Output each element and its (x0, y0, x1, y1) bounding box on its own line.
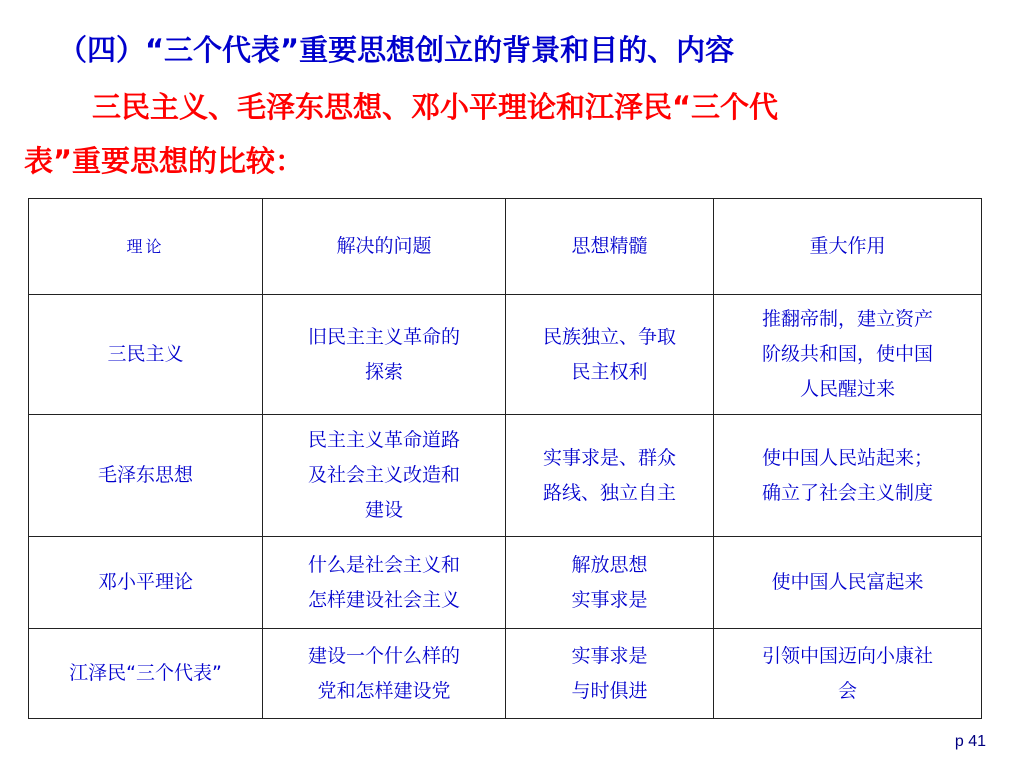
header-essence: 思想精髓 (506, 199, 714, 295)
essence-line: 实事求是 (571, 644, 648, 667)
essence-cell (506, 629, 714, 719)
essence-line: 实事求是、群众 (542, 446, 676, 469)
problem-line: 什么是社会主义和 (307, 553, 460, 576)
role-line: 推翻帝制，建立资产 (761, 308, 933, 330)
essence-line: 民主权利 (571, 360, 648, 383)
problem-line: 建设 (364, 499, 403, 521)
header-theory: 理论 (29, 199, 263, 295)
essence-cell (506, 295, 714, 415)
essence-line: 解放思想 (571, 553, 648, 576)
role-line: 使中国人民站起来； (761, 446, 933, 469)
intro-text (24, 80, 964, 188)
page-number: p 41 (954, 733, 986, 750)
header-role: 重大作用 (714, 199, 982, 295)
comparison-table (28, 198, 982, 719)
problem-line: 建设一个什么样的 (307, 644, 460, 667)
problem-cell (263, 415, 506, 537)
problem-line: 探索 (364, 360, 403, 383)
problem-line: 及社会主义改造和 (307, 464, 460, 486)
problem-cell (263, 629, 506, 719)
role-line: 使中国人民富起来 (771, 571, 924, 593)
role-line: 确立了社会主义制度 (761, 481, 933, 504)
role-line: 会 (837, 679, 857, 702)
slide-heading: （四）“三个代表”重要思想创立的背景和目的、内容 (58, 33, 735, 67)
intro-line-2: 表”重要思想的比较： (24, 144, 305, 178)
essence-line: 民族独立、争取 (542, 325, 676, 348)
theory-cell: 邓小平理论 (29, 537, 263, 629)
role-line: 引领中国迈向小康社 (761, 644, 933, 667)
problem-line: 旧民主主义革命的 (307, 325, 460, 348)
problem-cell (263, 295, 506, 415)
role-line: 阶级共和国，使中国 (761, 343, 933, 365)
essence-line: 路线、独立自主 (542, 481, 676, 504)
problem-line: 怎样建设社会主义 (307, 588, 460, 611)
essence-cell (506, 537, 714, 629)
role-cell (714, 629, 982, 719)
table-row (29, 629, 982, 719)
intro-line-1: 三民主义、毛泽东思想、邓小平理论和江泽民“三个代 (92, 90, 779, 124)
essence-cell (506, 415, 714, 537)
essence-line: 与时俱进 (571, 679, 648, 702)
role-cell (714, 295, 982, 415)
theory-cell: 江泽民“三个代表” (29, 629, 263, 719)
problem-line: 民主主义革命道路 (307, 429, 460, 451)
table-row (29, 415, 982, 537)
role-cell (714, 537, 982, 629)
role-cell (714, 415, 982, 537)
theory-cell: 毛泽东思想 (29, 415, 263, 537)
table-header-row (29, 199, 982, 295)
problem-cell (263, 537, 506, 629)
problem-line: 党和怎样建设党 (317, 679, 451, 702)
table-row (29, 537, 982, 629)
essence-line: 实事求是 (571, 588, 648, 611)
role-line: 人民醒过来 (799, 378, 895, 400)
header-problem: 解决的问题 (263, 199, 506, 295)
table-row (29, 295, 982, 415)
theory-cell: 三民主义 (29, 295, 263, 415)
